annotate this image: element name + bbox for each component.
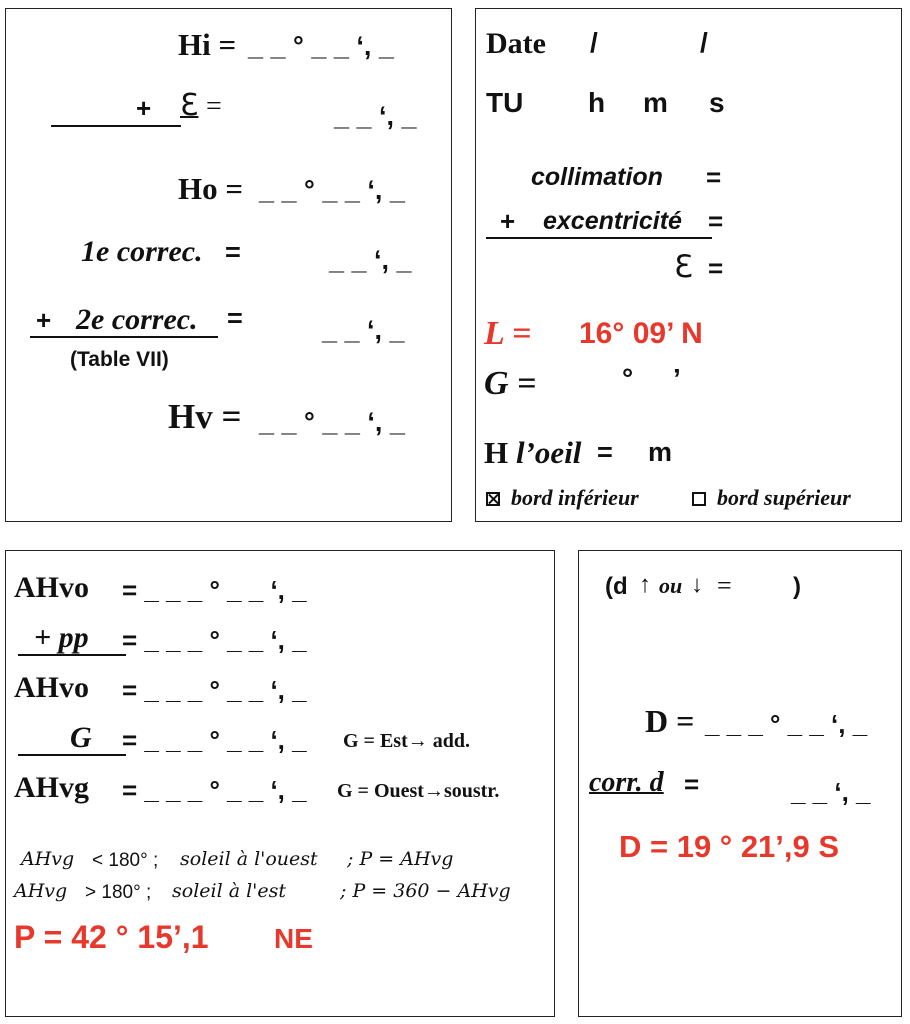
pp-label: + pp: [34, 621, 89, 654]
arrow-up-icon: ↑: [639, 572, 651, 598]
trend-close: ): [793, 573, 801, 600]
trend-equals: =: [717, 571, 732, 600]
trend-or: ou: [659, 573, 683, 598]
h-oeil-unit: m: [648, 437, 673, 467]
collimation-equals: =: [706, 162, 722, 192]
hi-label: Hi =: [178, 27, 237, 62]
declination-panel: [578, 550, 902, 1017]
rule-comparison: > 180° ;: [85, 882, 152, 903]
ahvo-label: AHvo: [14, 571, 89, 604]
correc1-label: 1e correc.: [81, 235, 203, 268]
rule-variable: AHvg: [14, 880, 68, 902]
plus-sign: +: [500, 206, 516, 236]
excentricite-equals: =: [708, 206, 724, 236]
date-separator: /: [590, 27, 598, 58]
date-label: Date: [486, 27, 546, 60]
ahvo-value[interactable]: = _ _ _ ° _ _ ‘, _: [122, 575, 307, 605]
rule-text: soleil à l'est: [172, 880, 286, 902]
tu-label: TU: [486, 87, 524, 118]
longitude-label: G =: [484, 365, 537, 402]
rule-result: ; P = AHvg: [347, 848, 454, 870]
ahvo-label: AHvo: [14, 671, 89, 704]
table-reference: (Table VII): [70, 348, 169, 371]
epsilon-value[interactable]: _ _ ‘, _: [334, 101, 417, 131]
g-east-rule: G = Est→ add.: [343, 730, 470, 752]
h-oeil-label: H: [484, 435, 509, 470]
result-p: P = 42 ° 15’,1: [14, 919, 209, 955]
correc2-value[interactable]: _ _ ‘, _: [322, 315, 405, 345]
rule-text: soleil à l'ouest: [180, 848, 318, 870]
addition-rule: [51, 125, 181, 127]
h-oeil-subscript: l’oeil: [516, 435, 582, 470]
h-oeil-equals: =: [597, 437, 613, 467]
collimation-label: collimation: [531, 163, 663, 191]
hour-angle-panel: [5, 550, 555, 1017]
rule-result: ; P = 360 − AHvg: [340, 880, 511, 902]
bord-inferieur-label: bord inférieur: [511, 485, 639, 510]
correc1-value[interactable]: _ _ ‘, _: [329, 245, 412, 275]
bord-superieur-label: bord supérieur: [717, 485, 851, 510]
hi-value[interactable]: _ _ ° _ _ ‘, _: [248, 31, 394, 61]
arrow-down-icon: ↓: [691, 572, 703, 598]
g-value[interactable]: = _ _ _ ° _ _ ‘, _: [122, 725, 307, 755]
altitude-correction-panel: [5, 8, 452, 522]
rule-comparison: < 180° ;: [92, 850, 159, 871]
latitude-value: 16° 09’ N: [579, 317, 703, 350]
result-d: D = 19 ° 21’,9 S: [619, 829, 840, 864]
addition-rule: [30, 336, 218, 338]
pp-value[interactable]: = _ _ _ ° _ _ ‘, _: [122, 625, 307, 655]
observation-panel: [475, 8, 902, 522]
plus-sign: +: [36, 305, 52, 335]
addition-rule: [18, 654, 126, 656]
tu-seconds-unit: s: [709, 87, 725, 118]
d-label: D =: [645, 703, 695, 739]
epsilon-equals: =: [206, 91, 222, 122]
degree-symbol: °: [622, 363, 634, 394]
ho-label: Ho =: [178, 171, 244, 206]
hv-value[interactable]: _ _ ° _ _ ‘, _: [259, 407, 405, 437]
tu-hours-unit: h: [588, 87, 606, 118]
corr-d-value[interactable]: _ _ ‘, _: [791, 777, 871, 807]
addition-rule: [18, 754, 126, 756]
bord-inferieur-checkbox[interactable]: [486, 492, 500, 506]
rule-variable: AHvg: [21, 848, 75, 870]
ho-value[interactable]: _ _ ° _ _ ‘, _: [259, 175, 405, 205]
hv-label: Hv =: [168, 397, 242, 436]
correc1-equals: =: [225, 237, 241, 267]
epsilon-symbol: ℇ: [674, 249, 694, 284]
correc2-label: 2e correc.: [76, 303, 198, 336]
plus-sign: +: [136, 93, 152, 123]
result-p-direction: NE: [274, 923, 313, 954]
tu-minutes-unit: m: [643, 87, 668, 118]
ahvg-label: AHvg: [14, 771, 89, 804]
date-separator: /: [700, 27, 708, 58]
epsilon-equals: =: [708, 253, 724, 283]
d-value[interactable]: _ _ _ ° _ _ ‘, _: [705, 709, 868, 739]
ahvg-value[interactable]: = _ _ _ ° _ _ ‘, _: [122, 775, 307, 805]
correc2-equals: =: [227, 303, 243, 333]
addition-rule: [486, 237, 712, 239]
excentricite-label: excentricité: [543, 207, 682, 235]
minute-symbol: ’: [673, 363, 681, 394]
latitude-label: L =: [484, 315, 532, 352]
g-west-rule: G = Ouest→soustr.: [337, 780, 500, 802]
bord-superieur-checkbox[interactable]: [692, 492, 706, 506]
corr-d-equals: =: [684, 769, 700, 799]
ahvo-value[interactable]: = _ _ _ ° _ _ ‘, _: [122, 675, 307, 705]
g-label: G: [70, 721, 92, 754]
corr-d-label: corr. d: [589, 767, 664, 798]
trend-open: (d: [605, 573, 628, 600]
epsilon-symbol: ℇ: [180, 89, 199, 122]
